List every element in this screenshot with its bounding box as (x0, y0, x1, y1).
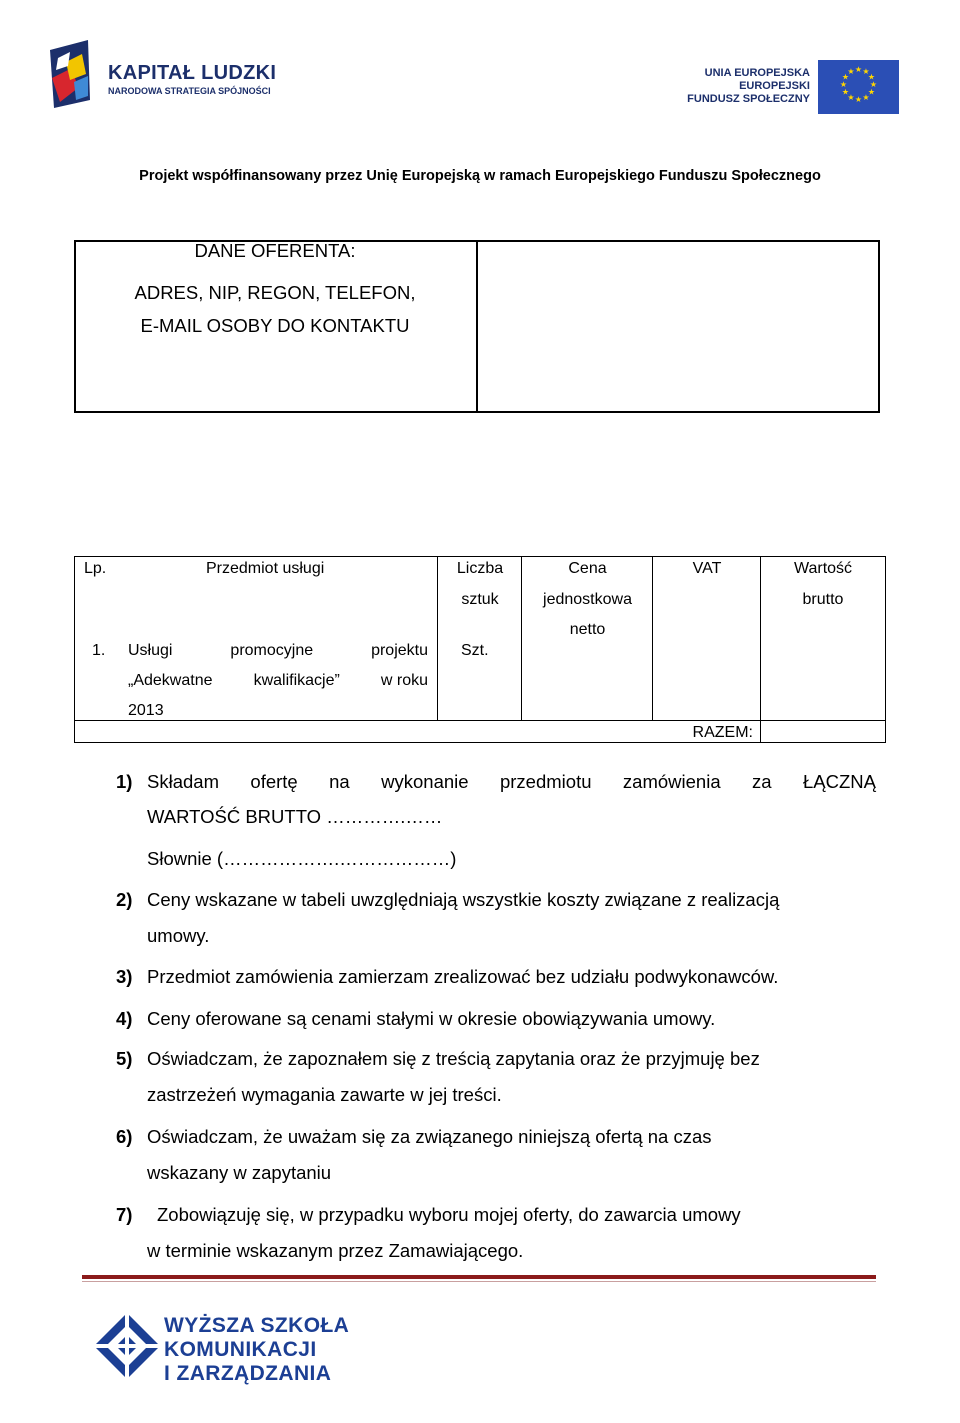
row-subject-word: Usługi (128, 642, 173, 659)
declaration-text: umowy. (147, 925, 210, 946)
footer-rule (82, 1275, 876, 1279)
kapital-ludzki-title: KAPITAŁ LUDZKI (108, 62, 277, 84)
declaration-number: 5) (116, 1048, 133, 1069)
column-header-price: Cena (568, 560, 607, 577)
column-header-qty: Liczba (456, 560, 504, 577)
offeror-label-line: ADRES, NIP, REGON, TELEFON, (134, 282, 416, 303)
declaration-text: Składam ofertę na wykonanie przedmiotu zamówienia za ŁĄCZNĄ (147, 771, 876, 792)
declaration-number: 3) (116, 966, 133, 987)
table-col-divider (437, 556, 438, 721)
row-subject-line (128, 672, 428, 690)
svg-text:★: ★ (841, 72, 850, 82)
svg-text:★: ★ (847, 67, 855, 76)
svg-text:★: ★ (847, 93, 855, 102)
table-col-divider (760, 556, 761, 743)
eu-logo-line: EUROPEJSKI (739, 80, 810, 92)
row-subject-word: w roku (380, 672, 428, 689)
declaration-text: Oświadczam, że zapoznałem się z treścią zapytania oraz że przyjmuję bez (147, 1048, 760, 1069)
svg-text:★: ★ (862, 67, 870, 76)
declaration-text: Słownie (……………….………………) (147, 848, 457, 869)
column-header-price: netto (569, 621, 606, 638)
project-cofinancing-line: Projekt współfinansowany przez Unię Europejską w ramach Europejskiego Funduszu Społecznego (139, 168, 821, 184)
eu-logo-line: UNIA EUROPEJSKA (704, 67, 810, 79)
school-name-line: WYŻSZA SZKOŁA (164, 1314, 350, 1337)
offeror-label-line: E-MAIL OSOBY DO KONTAKTU (140, 315, 410, 336)
svg-text:★: ★ (862, 93, 870, 102)
total-label: RAZEM: (692, 724, 753, 741)
row-subject-word: projektu (371, 642, 428, 659)
row-qty: Szt. (461, 642, 489, 659)
offeror-data-field[interactable] (480, 244, 876, 409)
table-border-right (885, 556, 886, 743)
column-header-gross: Wartość (793, 560, 853, 577)
declaration-number: 2) (116, 889, 133, 910)
row-subject-year: 2013 (128, 702, 164, 719)
wskiz-diamond-logo (92, 1311, 162, 1381)
svg-text:★: ★ (841, 87, 850, 97)
school-name-line: KOMUNIKACJI (164, 1338, 317, 1361)
svg-text:★: ★ (869, 80, 878, 89)
declaration-text: WARTOŚĆ BRUTTO ………….…… (147, 806, 443, 827)
svg-text:★: ★ (867, 72, 876, 82)
column-header-subject: Przedmiot usługi (206, 560, 325, 577)
svg-text:★: ★ (854, 65, 863, 74)
declaration-number: 4) (116, 1008, 133, 1029)
row-subject-line (128, 642, 428, 660)
table-border-mid (74, 720, 886, 721)
eu-logo-line: FUNDUSZ SPOŁECZNY (687, 93, 810, 105)
column-header-price: jednostkowa (543, 591, 632, 608)
table-border-left (74, 556, 75, 743)
row-subject-word: promocyjne (230, 642, 314, 659)
column-header-qty: sztuk (461, 591, 499, 608)
eu-logo-text (680, 67, 810, 106)
column-header-gross: brutto (802, 591, 844, 608)
eu-flag-icon (818, 60, 899, 114)
table-border-bottom (74, 742, 886, 743)
row-subject-word: „Adekwatne (128, 672, 213, 689)
column-header-vat: VAT (692, 560, 722, 577)
declaration-text: Ceny wskazane w tabeli uwzględniają wszystkie koszty związane z realizacją (147, 889, 780, 910)
declaration-text: w terminie wskazanym przez Zamawiającego. (147, 1240, 524, 1261)
kapital-ludzki-subtitle: NARODOWA STRATEGIA SPÓJNOŚCI (108, 86, 271, 96)
declaration-text: Oświadczam, że uważam się za związanego niniejszą ofertą na czas (147, 1126, 712, 1147)
declaration-number: 7) (116, 1204, 133, 1225)
school-name-line: I ZARZĄDZANIA (164, 1362, 332, 1385)
declaration-number: 6) (116, 1126, 133, 1147)
row-subject-word: kwalifikacje” (253, 672, 340, 689)
declaration-text: wskazany w zapytaniu (147, 1162, 332, 1183)
total-value-field[interactable] (762, 722, 884, 741)
column-header-lp: Lp. (84, 560, 107, 577)
svg-text:★: ★ (839, 80, 848, 89)
declaration-text: zastrzeżeń wymagania zawarte w jej treści. (147, 1084, 502, 1105)
declaration-number: 1) (116, 771, 133, 792)
offeror-label-line: DANE OFERENTA: (194, 240, 356, 261)
footer-rule-thin (82, 1281, 876, 1282)
offeror-box-divider (476, 240, 478, 413)
declaration-text: Przedmiot zamówienia zamierzam zrealizować bez udziału podwykonawców. (147, 966, 779, 987)
row-lp: 1. (92, 642, 106, 659)
declaration-text: Zobowiązuję się, w przypadku wyboru mojej oferty, do zawarcia umowy (157, 1204, 741, 1225)
declaration-text: Ceny oferowane są cenami stałymi w okresie obowiązywania umowy. (147, 1008, 716, 1029)
svg-text:★: ★ (867, 87, 876, 97)
table-border-top (74, 556, 886, 557)
svg-text:★: ★ (854, 95, 863, 104)
